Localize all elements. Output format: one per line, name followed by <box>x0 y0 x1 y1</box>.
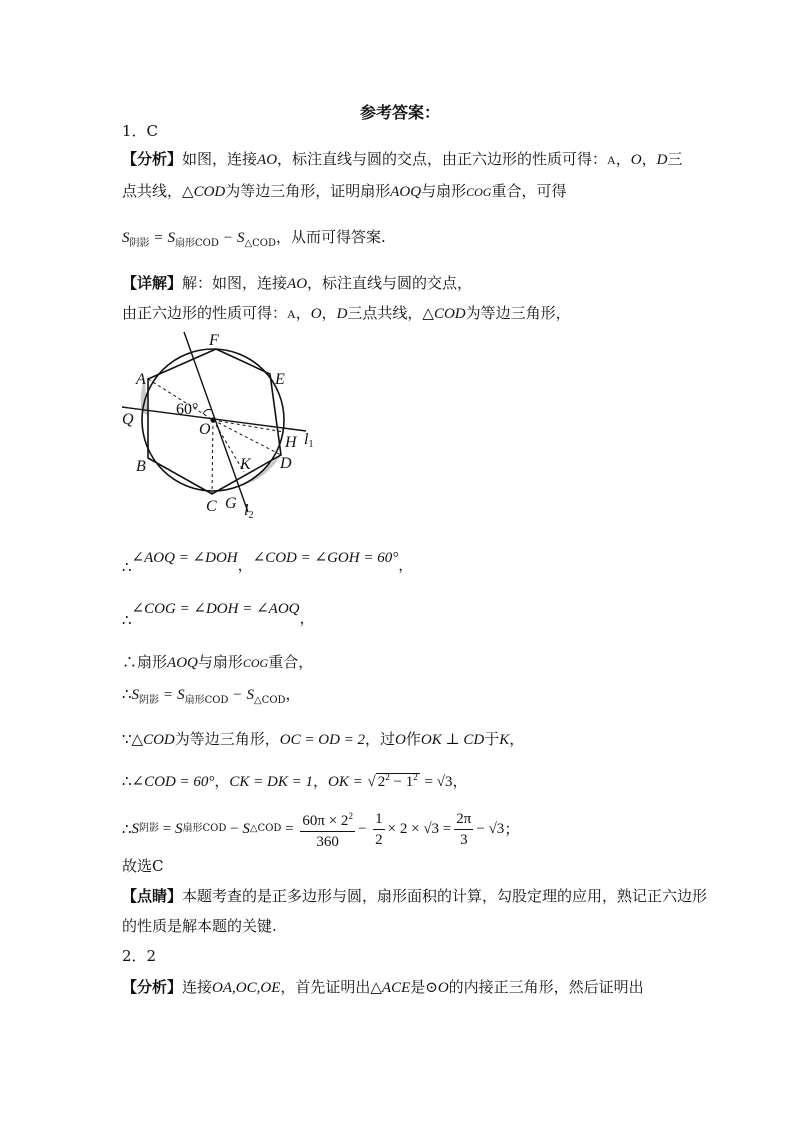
label-q: Q <box>122 411 134 428</box>
q1-comment-line1: 【点睛】本题考查的是正多边形与圆，扇形面积的计算，勾股定理的应用，熟记正六边形 <box>122 887 708 905</box>
label-angle-60: 60° <box>176 401 199 418</box>
label-f: F <box>209 332 219 349</box>
proof-line6: ∴∠COD = 60°，CK = DK = 1，OK = √ $2^2 - 1^2 = √3$， <box>122 772 468 790</box>
q1-comment-line2: 的性质是解本题的关键. <box>122 917 277 935</box>
label-o: O <box>199 421 211 438</box>
detail-tag: 【详解】 <box>122 274 183 292</box>
proof-line2: ∴∠COG = ∠DOH = ∠AOQ， <box>122 601 315 629</box>
q2-analysis-line1: 【分析】连接OA,OC,OE，首先证明出△ACE是⊙O的内接正三角形，然后证明出 <box>122 978 644 996</box>
fraction-two-pi-thirds: $\frac{2\pi}{3}$ <box>456 810 472 848</box>
proof-line7: ∴S阴影 = S扇形COD − S△COD = $\frac{60\pi \times 2^2}{360}$ − $\frac{1}{2}$ × 2 × √3 = $\frac{2\pi}{3}$ − √3； <box>122 806 519 852</box>
q1-number: 1．C <box>122 122 159 140</box>
label-l1: l1 <box>304 431 314 450</box>
fraction-half: $\frac{1}{2}$ <box>375 810 383 848</box>
answer-title: 参考答案： <box>359 103 440 122</box>
q1-analysis-line2: 点共线，△COD为等边三角形，证明扇形AOQ与扇形COG重合，可得 <box>122 182 567 200</box>
q1-choose: 故选C <box>122 857 164 875</box>
q2-number: 2．2 <box>122 947 157 965</box>
proof-line4: $\therefore S_{阴影} = S_{扇形COD} - S_{\triangle COD}$， <box>122 685 301 706</box>
proof-line3: ∴扇形AOQ与扇形COG重合， <box>122 653 314 671</box>
dash-oc <box>212 420 213 494</box>
comment-tag: 【点睛】 <box>122 887 183 905</box>
label-l2: l2 <box>244 502 254 521</box>
fraction-sector-area: $\frac{60\pi \times 2^2}{360}$ <box>300 806 355 852</box>
q1-detail-line1: 【详解】解：如图，连接AO，标注直线与圆的交点， <box>122 274 473 292</box>
q2-analysis-tag: 【分析】 <box>122 978 183 996</box>
label-e: E <box>275 371 285 388</box>
label-b: B <box>136 458 146 475</box>
angle-arc <box>203 410 211 415</box>
proof-line1: ∴∠AOQ = ∠DOH，∠COD = ∠GOH = 60°， <box>122 550 414 576</box>
center-point <box>210 417 215 422</box>
q1-analysis-line1: 【分析】如图，连接AO，标注直线与圆的交点，由正六边形的性质可得：A，O，D三 <box>122 150 683 168</box>
label-c: C <box>206 498 217 515</box>
label-d: D <box>280 455 292 472</box>
label-a: A <box>136 371 146 388</box>
analysis-tag: 【分析】 <box>122 150 183 168</box>
label-h: H <box>285 434 297 451</box>
q1-detail-line2: 由正六边形的性质可得：A，O，D三点共线，△COD为等边三角形， <box>122 304 571 322</box>
proof-line5: ∵△COD为等边三角形，OC = OD = 2，过O作OK ⊥ CD于K， <box>122 730 525 748</box>
hexagon-circle-diagram <box>118 330 328 522</box>
q1-analysis-line3: $S_{阴影} = S_{扇形COD} - S_{\triangle COD}$，从而可得答案. <box>122 228 386 249</box>
label-g: G <box>225 495 237 512</box>
label-k: K <box>240 456 251 473</box>
